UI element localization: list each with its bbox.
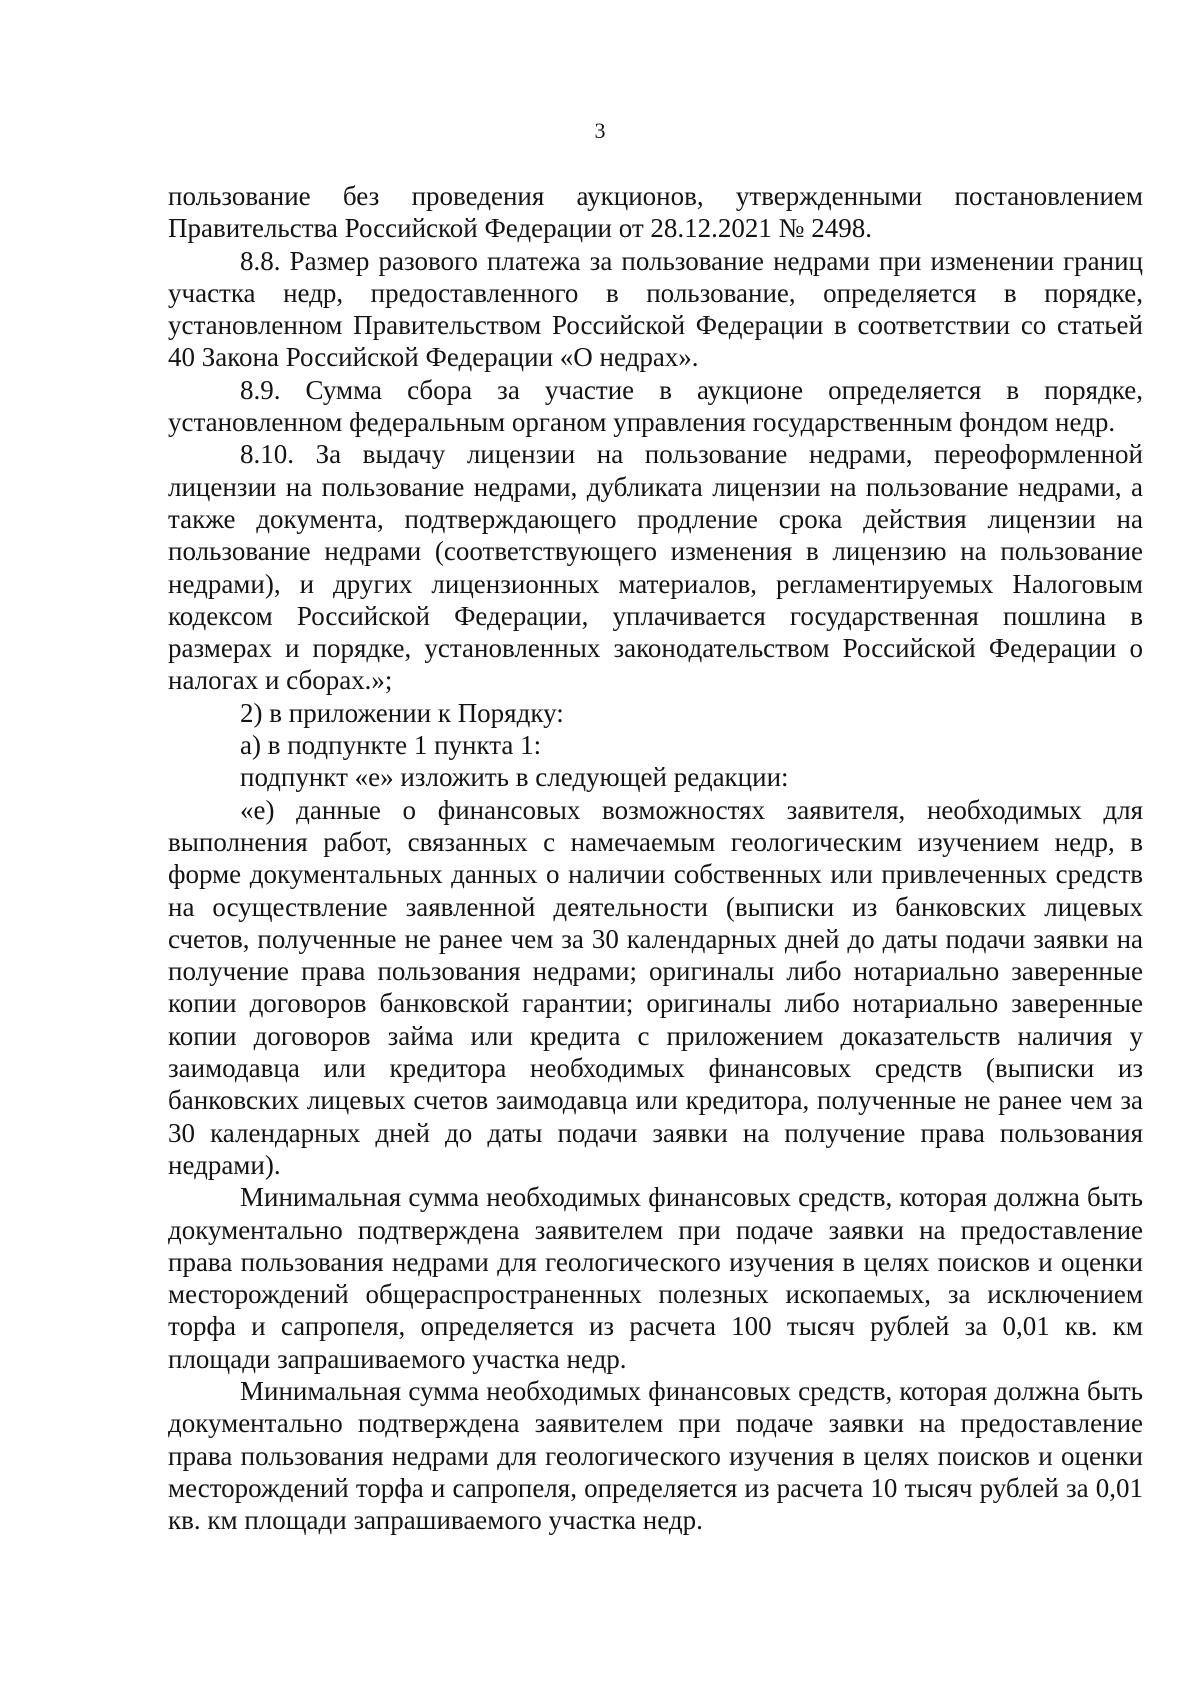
paragraph-item-a: а) в подпункте 1 пункта 1:	[240, 730, 542, 761]
paragraph-min-sum-peat: Минимальная сумма необходимых финансовых средств, которая должна быть документально подтверждена заявителем при подаче заявки на предоставление права пользования недрами для геологического изучения в целях поисков и оценки месторождений торфа и сапропеля, определяется из расчета 10 тысяч рублей за 0,01 кв. км площади запрашиваемого участка недр.	[168, 1375, 1143, 1536]
paragraph-subitem-e-text: «е) данные о финансовых возможностях заявителя, необходимых для выполнения работ, связанных с намечаемым геологическим изучением недр, в форме документальных данных о наличии собственных или привлеченных средств на осуществление заявленной деятельности (выписки из банковских лицевых счетов, полученные не ранее чем за 30 календарных дней до даты подачи заявки на получение права пользования недрами; оригиналы либо нотариально заверенные копии договоров банковской гарантии; оригиналы либо нотариально заверенные копии договоров займа или кредита с приложением доказательств наличия у заимодавца или кредитора необходимых финансовых средств (выписки из банковских лицевых счетов заимодавца или кредитора, полученные не ранее чем за 30 календарных дней до даты подачи заявки на получение права пользования недрами).	[168, 794, 1143, 1180]
paragraph-subitem-e-intro: подпункт «е» изложить в следующей редакции:	[240, 762, 789, 793]
document-body	[168, 180, 1143, 1536]
paragraph-8-8: 8.8. Размер разового платежа за пользование недрами при изменении границ участка недр, предоставленного в пользование, определяется в порядке, установленном Правительством Российской Федерации в соответствии со статьей 40 Закона Российской Федерации «О недрах».	[168, 245, 1143, 373]
paragraph-continuation: пользование без проведения аукционов, утвержденными постановлением Правительства Российской Федерации от 28.12.2021 № 2498.	[168, 181, 1143, 244]
paragraph-item-2: 2) в приложении к Порядку:	[240, 697, 564, 728]
paragraph-min-sum-general: Минимальная сумма необходимых финансовых средств, которая должна быть документально подтверждена заявителем при подаче заявки на предоставление права пользования недрами для геологического изучения в целях поисков и оценки месторождений общераспространенных полезных ископаемых, за исключением торфа и сапропеля, определяется из расчета 100 тысяч рублей за 0,01 кв. км площади запрашиваемого участка недр.	[168, 1182, 1143, 1374]
paragraph-8-9: 8.9. Сумма сбора за участие в аукционе определяется в порядке, установленном федеральным органом управления государственным фондом недр.	[168, 374, 1143, 438]
paragraph-8-10: 8.10. За выдачу лицензии на пользование недрами, переоформленной лицензии на пользование недрами, дубликата лицензии на пользование недрами, а также документа, подтверждающего продление срока действия лицензии на пользование недрами (соответствующего изменения в лицензию на пользование недрами), и других лицензионных материалов, регламентируемых Налоговым кодексом Российской Федерации, уплачивается государственная пошлина в размерах и порядке, установленных законодательством Российской Федерации о налогах и сборах.»;	[168, 439, 1143, 696]
page-number: 3	[594, 118, 606, 143]
